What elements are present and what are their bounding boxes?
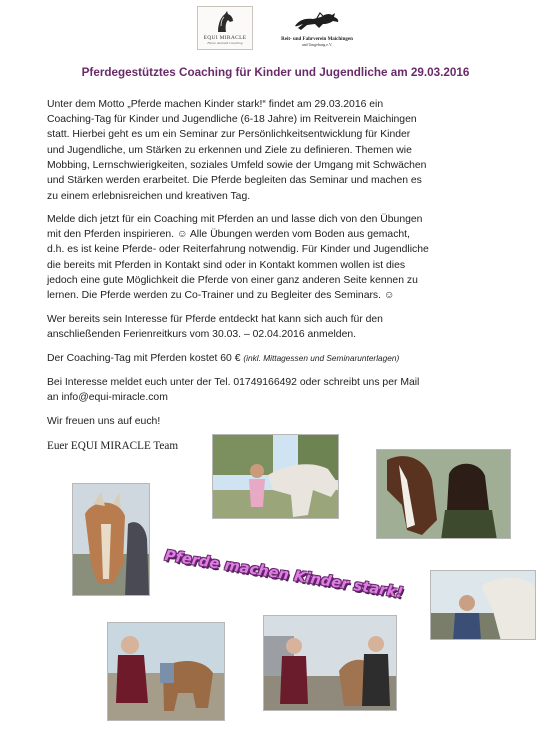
signature-text: Euer EQUI MIRACLE Team <box>47 440 179 452</box>
text-line: anschließenden Ferienreitkurs vom 30.03. – 02.04.2016 anmelden. <box>47 329 357 340</box>
horse-head-logo-icon <box>212 9 238 35</box>
jumping-horse-icon <box>287 10 347 32</box>
text-line: Wer bereits sein Interesse für Pferde entdeckt hat kann sich auch für den <box>47 314 383 325</box>
page-title: Pferdegestütztes Coaching für Kinder und Jugendliche am 29.03.2016 <box>81 66 470 79</box>
text-line: und Jugendliche, um Stärken zu erkennen und Ziele zu definieren. Themen wie <box>47 145 412 156</box>
photo-woman-pony-rainbow <box>107 622 225 721</box>
text-line: zu einem erlebnisreichen und kreativen Tag. <box>47 191 251 202</box>
email-line: an info@equi-miracle.com <box>47 392 168 403</box>
text-line: Bei Interesse meldet euch unter der Tel. 01749166492 oder schreibt uns per Mail <box>47 377 420 388</box>
closing-line: Wir freuen uns auf euch! <box>47 416 161 427</box>
equi-miracle-logo <box>197 6 253 50</box>
price-text: Der Coaching-Tag mit Pferden kostet 60 € <box>47 353 244 364</box>
text-line: Mobbing, Lernschwierigkeiten, soziales Umfeld sowie der Umgang mit Schwächen <box>47 160 427 171</box>
logo-left-subtitle: Horse Assisted Coaching <box>207 41 243 45</box>
slogan-text: Pferde machen Kinder stark! <box>163 548 405 602</box>
logo-left-title: EQUI MIRACLE <box>203 35 247 41</box>
photo-woman-brown-horse <box>376 449 511 539</box>
text-line: Melde dich jetzt für ein Coaching mit Pferden an und lasse dich von den Übungen <box>47 214 423 225</box>
photo-pony-portrait <box>72 483 150 596</box>
text-line: mit den Pferden inspirieren. ☺ Alle Übungen werden vom Boden aus gemacht, <box>47 229 410 240</box>
price-line <box>47 351 399 366</box>
reitverein-logo <box>268 10 366 50</box>
logo-right-title: Reit- und Fahrverein Maichingen <box>281 37 353 42</box>
logo-right-subtitle: und Umgebung e.V. <box>301 43 333 47</box>
text-line: d.h. es ist keine Pferde- oder Reiterfahrung notwendig. Für Kinder und Jugendliche <box>47 244 429 255</box>
text-line: jedoch eine gute Möglichkeit die Pferde von einer ganz anderen Seite kennen zu <box>47 275 418 286</box>
photo-group-with-pony <box>263 615 397 711</box>
text-line: Coaching-Tag für Kinder und Jugendliche (6-18 Jahre) im Reitverein Maichingen <box>47 114 417 125</box>
text-line: und Stärken werden erarbeitet. Die Pferde begleiten das Seminar und machen es <box>47 175 422 186</box>
text-line: Unter dem Motto „Pferde machen Kinder stark!“ findet am 29.03.2016 ein <box>47 99 384 110</box>
text-line: statt. Hierbei geht es um ein Seminar zur Persönlichkeitsentwicklung für Kinder <box>47 129 411 140</box>
signature <box>47 439 178 454</box>
photo-girl-white-horse <box>212 434 339 519</box>
text-line: die bereits mit Pferden in Kontakt sind oder in Kontakt kommen wollen ist dies <box>47 260 406 271</box>
price-note: (inkl. Mittagessen und Seminarunterlagen) <box>243 353 400 363</box>
text-line: lernen. Die Pferde werden zu Co-Trainer und zu Begleiter des Seminars. ☺ <box>47 290 395 301</box>
photo-boy-white-horse <box>430 570 536 640</box>
